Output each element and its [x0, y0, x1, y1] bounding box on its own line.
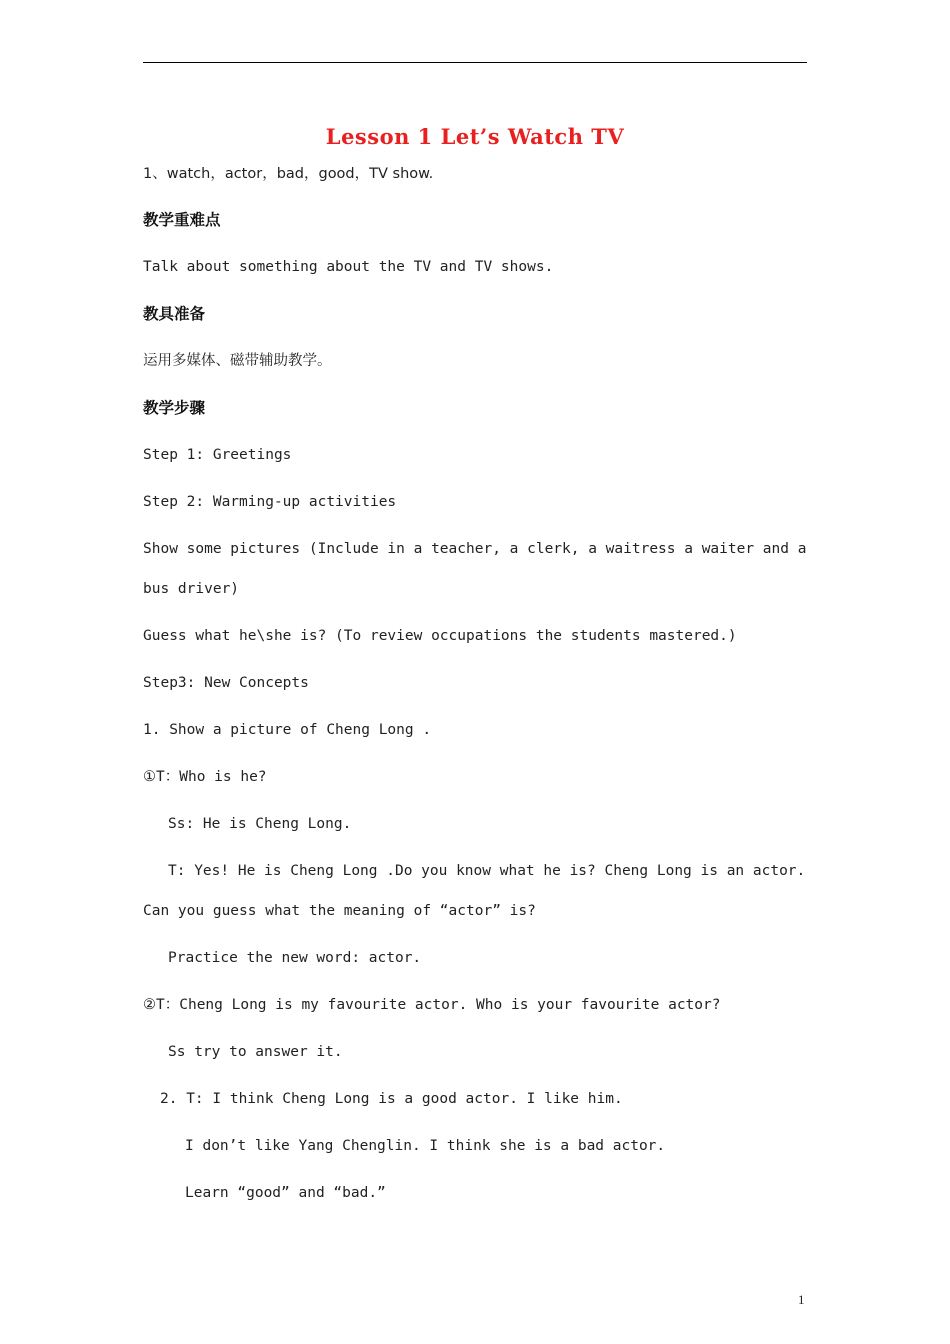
- header-rule: [143, 62, 807, 63]
- key-points-text: Talk about something about the TV and TV shows.: [143, 259, 554, 275]
- dialogue-teacher-actor-cont: Can you guess what the meaning of “actor” is?: [143, 903, 536, 919]
- bad-actor-line: I don’t like Yang Chenglin. I think she is a bad actor.: [185, 1138, 666, 1154]
- lesson-title: Lesson 1 Let’s Watch TV: [325, 124, 625, 149]
- step-1-line: Step 1: Greetings: [143, 447, 292, 463]
- materials-text: 运用多媒体、磁带辅助教学。: [143, 353, 332, 369]
- vocabulary-line: 1、watch，actor，bad，good，TV show.: [143, 166, 434, 182]
- dialogue-answer-cheng-long: Ss: He is Cheng Long.: [168, 816, 352, 832]
- step-3-line: Step3: New Concepts: [143, 675, 309, 691]
- dialogue-favourite-actor: ②T：Cheng Long is my favourite actor. Who is your favourite actor?: [143, 997, 721, 1013]
- guess-line: Guess what he\she is? (To review occupations the students mastered.): [143, 628, 737, 644]
- show-pictures-line: Show some pictures (Include in a teacher, a clerk, a waitress a waiter and a: [143, 541, 807, 557]
- good-actor-line: 2. T: I think Cheng Long is a good actor. I like him.: [160, 1091, 623, 1107]
- dialogue-teacher-actor: T: Yes! He is Cheng Long .Do you know what he is? Cheng Long is an actor.: [168, 863, 806, 879]
- step-2-line: Step 2: Warming-up activities: [143, 494, 397, 510]
- practice-actor-line: Practice the new word: actor.: [168, 950, 422, 966]
- page-number: 1: [798, 1292, 805, 1307]
- show-pictures-line-cont: bus driver): [143, 581, 240, 597]
- show-picture-cheng-long-line: 1. Show a picture of Cheng Long .: [143, 722, 432, 738]
- learn-good-bad-line: Learn “good” and “bad.”: [185, 1185, 386, 1201]
- students-answer-line: Ss try to answer it.: [168, 1044, 343, 1060]
- heading-steps: 教学步骤: [143, 399, 206, 417]
- heading-materials: 教具准备: [143, 305, 206, 323]
- heading-key-points: 教学重难点: [143, 211, 221, 229]
- dialogue-who-is-he: ①T：Who is he?: [143, 769, 267, 785]
